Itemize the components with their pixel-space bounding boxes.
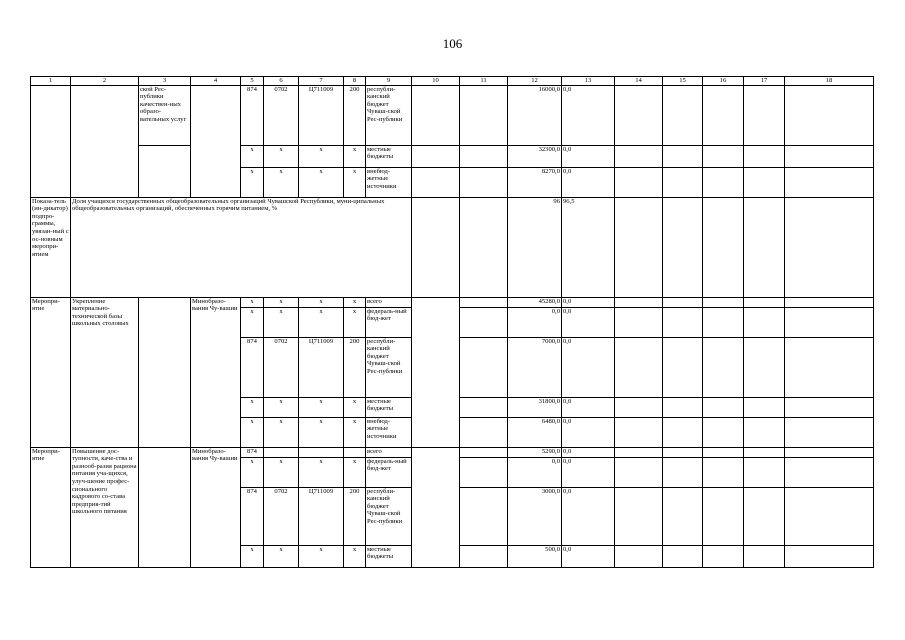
cell-target: x xyxy=(299,417,344,447)
cell-section: x xyxy=(264,457,299,487)
measure-name-cont: ской Рес-публики качествен-ных образо-вательных услуг xyxy=(139,85,191,145)
cell-empty xyxy=(615,397,663,417)
cell-empty xyxy=(615,457,663,487)
table-row xyxy=(31,297,874,307)
cell-expense: x xyxy=(344,297,366,307)
cell-empty xyxy=(744,487,785,545)
measure-label: Меропри-ятие xyxy=(31,297,71,447)
indicator-text: Доля учащихся государственных общеобразовательных организаций Чувашской Республики, муни-ципальных общеобразовательных организаций, обеспеченных горячим питанием, % xyxy=(71,197,412,297)
header-cell: 17 xyxy=(744,77,785,86)
cell-empty xyxy=(744,85,785,145)
cell-target: x xyxy=(299,167,344,197)
cell-target: Ц711009 xyxy=(299,85,344,145)
cell-target: Ц711009 xyxy=(299,337,344,397)
cell-empty xyxy=(785,85,874,145)
cell-target: x xyxy=(299,307,344,337)
cell-empty xyxy=(460,307,508,337)
cell-empty xyxy=(615,487,663,545)
table-row xyxy=(31,145,874,167)
measure-executor: Минобразо-вания Чу-вашии xyxy=(191,447,241,567)
cell-empty xyxy=(744,397,785,417)
cell-amount: 32300,0 xyxy=(508,145,562,167)
cell-amount: 45280,0 xyxy=(508,297,562,307)
cell-amount: 0,0 xyxy=(562,307,615,337)
cell-empty xyxy=(615,307,663,337)
cell-empty xyxy=(785,145,874,167)
cell-source: местные бюджеты xyxy=(366,545,412,567)
cell-empty xyxy=(663,337,703,397)
cell-empty xyxy=(785,397,874,417)
cell-source: федераль-ный бюд-жет xyxy=(366,307,412,337)
cell-source: местные бюджеты xyxy=(366,145,412,167)
cell-empty xyxy=(412,197,460,297)
cell-empty xyxy=(744,145,785,167)
cell-empty xyxy=(615,197,663,297)
cell-amount: 0,0 xyxy=(508,457,562,487)
cell-empty xyxy=(785,487,874,545)
cell-expense: 200 xyxy=(344,85,366,145)
cell-empty xyxy=(663,85,703,145)
cell-empty xyxy=(703,307,744,337)
cell-section: 0702 xyxy=(264,337,299,397)
cell-expense: x xyxy=(344,167,366,197)
cell-expense: x xyxy=(344,545,366,567)
cell-empty xyxy=(139,297,191,447)
cell-source: внебюд-жетные источники xyxy=(366,167,412,197)
header-cell: 5 xyxy=(241,77,264,86)
indicator-label: Показа-тель (ин-дикатор) подпро-граммы, увязан-ный с ос-новным меропри-ятием xyxy=(31,197,71,297)
cell-source: внебюд-жетные источники xyxy=(366,417,412,447)
cell-empty xyxy=(663,545,703,567)
header-cell: 11 xyxy=(460,77,508,86)
cell-amount: 0,0 xyxy=(562,145,615,167)
cell-grbs: x xyxy=(241,145,264,167)
cell-amount: 5290,0 xyxy=(508,447,562,457)
header-cell: 14 xyxy=(615,77,663,86)
cell-empty xyxy=(785,545,874,567)
cell-empty xyxy=(663,417,703,447)
cell-grbs: 874 xyxy=(241,447,264,457)
cell-amount: 7000,0 xyxy=(508,337,562,397)
cell-amount: 0,0 xyxy=(562,167,615,197)
cell-grbs: x xyxy=(241,457,264,487)
cell-target: x xyxy=(299,545,344,567)
cell-amount: 0,0 xyxy=(508,307,562,337)
table-row xyxy=(31,447,874,457)
program-table xyxy=(30,76,874,568)
cell-amount: 3000,0 xyxy=(508,487,562,545)
cell-empty xyxy=(663,145,703,167)
header-cell: 1 xyxy=(31,77,71,86)
cell-empty xyxy=(663,167,703,197)
cell-empty xyxy=(703,487,744,545)
cell-empty xyxy=(703,297,744,307)
cell-empty xyxy=(785,417,874,447)
cell-source: всего xyxy=(366,447,412,457)
cell-empty xyxy=(663,297,703,307)
cell-empty xyxy=(460,197,508,297)
cell-section: x xyxy=(264,145,299,167)
cell-empty xyxy=(460,545,508,567)
indicator-value-13: 96,5 xyxy=(562,197,615,297)
cell-empty xyxy=(615,447,663,457)
header-cell: 3 xyxy=(139,77,191,86)
cell-target: x xyxy=(299,397,344,417)
cell-source: республи-канский бюджет Чуваш-ской Рес-публики xyxy=(366,337,412,397)
cell-amount: 6480,0 xyxy=(508,417,562,447)
cell-empty xyxy=(615,337,663,397)
cell-empty xyxy=(663,447,703,457)
cell-grbs: x xyxy=(241,397,264,417)
cell-amount: 0,0 xyxy=(562,297,615,307)
cell-section: x xyxy=(264,307,299,337)
cell-empty xyxy=(785,297,874,307)
header-cell: 7 xyxy=(299,77,344,86)
cell-empty xyxy=(703,397,744,417)
measure-name: Укрепление материально-технической базы школьных столовых xyxy=(71,297,139,447)
cell-empty xyxy=(663,457,703,487)
cell-empty xyxy=(139,447,191,567)
cell-source: федераль-ный бюд-жет xyxy=(366,457,412,487)
cell-empty xyxy=(460,447,508,457)
header-cell: 16 xyxy=(703,77,744,86)
cell-empty xyxy=(663,307,703,337)
cell-empty xyxy=(412,145,460,167)
cell-empty xyxy=(663,487,703,545)
cell-empty xyxy=(744,457,785,487)
cell-expense: 200 xyxy=(344,487,366,545)
cell-empty xyxy=(460,487,508,545)
cell-empty xyxy=(744,447,785,457)
cell-amount: 0,0 xyxy=(562,85,615,145)
cell-empty xyxy=(663,397,703,417)
cell-empty xyxy=(460,457,508,487)
header-cell: 15 xyxy=(663,77,703,86)
cell-amount: 31800,0 xyxy=(508,397,562,417)
cell-section: x xyxy=(264,167,299,197)
cell-empty xyxy=(460,85,508,145)
header-cell: 9 xyxy=(366,77,412,86)
cell-empty xyxy=(785,457,874,487)
cell-amount: 0,0 xyxy=(562,337,615,397)
cell-empty xyxy=(139,145,191,197)
cell-empty xyxy=(412,447,460,567)
cell-empty xyxy=(663,197,703,297)
cell-amount: 0,0 xyxy=(562,487,615,545)
cell-empty xyxy=(615,85,663,145)
cell-source: местные бюджеты xyxy=(366,397,412,417)
cell-expense: x xyxy=(344,417,366,447)
cell-grbs: x xyxy=(241,297,264,307)
cell-target: x xyxy=(299,145,344,167)
measure-executor: Минобразо-вания Чу-вашии xyxy=(191,297,241,447)
cell-amount: 0,0 xyxy=(562,397,615,417)
cell-section: x xyxy=(264,297,299,307)
cell-amount: 500,0 xyxy=(508,545,562,567)
cell-target xyxy=(299,447,344,457)
cell-empty xyxy=(615,297,663,307)
cell-section xyxy=(264,447,299,457)
cell-amount: 0,0 xyxy=(562,447,615,457)
cell-empty xyxy=(615,545,663,567)
cell-expense: x xyxy=(344,145,366,167)
cell-source: республи-канский бюджет Чуваш-ской Рес-публики xyxy=(366,85,412,145)
cell-target: x xyxy=(299,297,344,307)
cell-amount: 0,0 xyxy=(562,545,615,567)
header-cell: 2 xyxy=(71,77,139,86)
header-cell: 13 xyxy=(562,77,615,86)
cell-section: x xyxy=(264,545,299,567)
cell-empty xyxy=(785,167,874,197)
indicator-value-12: 96 xyxy=(508,197,562,297)
header-cell: 12 xyxy=(508,77,562,86)
cell-empty xyxy=(412,85,460,145)
header-cell: 4 xyxy=(191,77,241,86)
cell-empty xyxy=(785,447,874,457)
cell-empty xyxy=(460,397,508,417)
cell-amount: 16000,0 xyxy=(508,85,562,145)
page-number: 106 xyxy=(442,36,463,51)
cell-amount: 0,0 xyxy=(562,417,615,447)
cell-empty xyxy=(785,337,874,397)
measure-label: Меропри-ятие xyxy=(31,447,71,567)
cell-empty xyxy=(703,145,744,167)
cell-source: всего xyxy=(366,297,412,307)
cell-expense: x xyxy=(344,307,366,337)
cell-empty xyxy=(412,167,460,197)
cell-section: 0702 xyxy=(264,487,299,545)
cell-empty xyxy=(703,167,744,197)
cell-amount: 8270,0 xyxy=(508,167,562,197)
header-cell: 18 xyxy=(785,77,874,86)
cell-grbs: 874 xyxy=(241,337,264,397)
cell-empty xyxy=(703,457,744,487)
measure-name: Повышение дос-тупности, каче-ства и разнооб-разия рациона питания уча-щихся, улуч-шение профес-сионального кадрового со-става предприя-тий школьного питания xyxy=(71,447,139,567)
header-cell: 6 xyxy=(264,77,299,86)
cell-empty xyxy=(460,417,508,447)
cell-empty xyxy=(744,197,785,297)
cell-grbs: 874 xyxy=(241,487,264,545)
cell-target: x xyxy=(299,457,344,487)
cell-empty xyxy=(615,167,663,197)
cell-amount: 0,0 xyxy=(562,457,615,487)
cell-empty xyxy=(744,297,785,307)
cell-grbs: x xyxy=(241,307,264,337)
header-cell: 8 xyxy=(344,77,366,86)
cell-expense xyxy=(344,447,366,457)
cell-section: x xyxy=(264,417,299,447)
cell-empty xyxy=(460,297,508,307)
cell-empty xyxy=(31,85,71,197)
cell-empty xyxy=(785,197,874,297)
cell-empty xyxy=(703,545,744,567)
cell-section: x xyxy=(264,397,299,417)
cell-empty xyxy=(785,307,874,337)
cell-expense: x xyxy=(344,397,366,417)
cell-grbs: x xyxy=(241,545,264,567)
header-row xyxy=(31,77,874,86)
cell-target: Ц711009 xyxy=(299,487,344,545)
cell-empty xyxy=(744,307,785,337)
cell-empty xyxy=(460,145,508,167)
cell-grbs: x xyxy=(241,167,264,197)
cell-empty xyxy=(615,417,663,447)
cell-grbs: 874 xyxy=(241,85,264,145)
cell-section: 0702 xyxy=(264,85,299,145)
cell-grbs: x xyxy=(241,417,264,447)
cell-empty xyxy=(191,85,241,197)
table-row xyxy=(31,85,874,145)
cell-empty xyxy=(703,197,744,297)
cell-source: республи-канский бюджет Чуваш-ской Рес-публики xyxy=(366,487,412,545)
cell-empty xyxy=(744,417,785,447)
cell-empty xyxy=(460,337,508,397)
cell-expense: x xyxy=(344,457,366,487)
indicator-row xyxy=(31,197,874,297)
cell-expense: 200 xyxy=(344,337,366,397)
cell-empty xyxy=(703,85,744,145)
cell-empty xyxy=(744,545,785,567)
cell-empty xyxy=(744,167,785,197)
cell-empty xyxy=(703,337,744,397)
cell-empty xyxy=(703,447,744,457)
cell-empty xyxy=(703,417,744,447)
cell-empty xyxy=(615,145,663,167)
cell-empty xyxy=(71,85,139,197)
cell-empty xyxy=(744,337,785,397)
cell-empty xyxy=(460,167,508,197)
cell-empty xyxy=(412,297,460,447)
header-cell: 10 xyxy=(412,77,460,86)
